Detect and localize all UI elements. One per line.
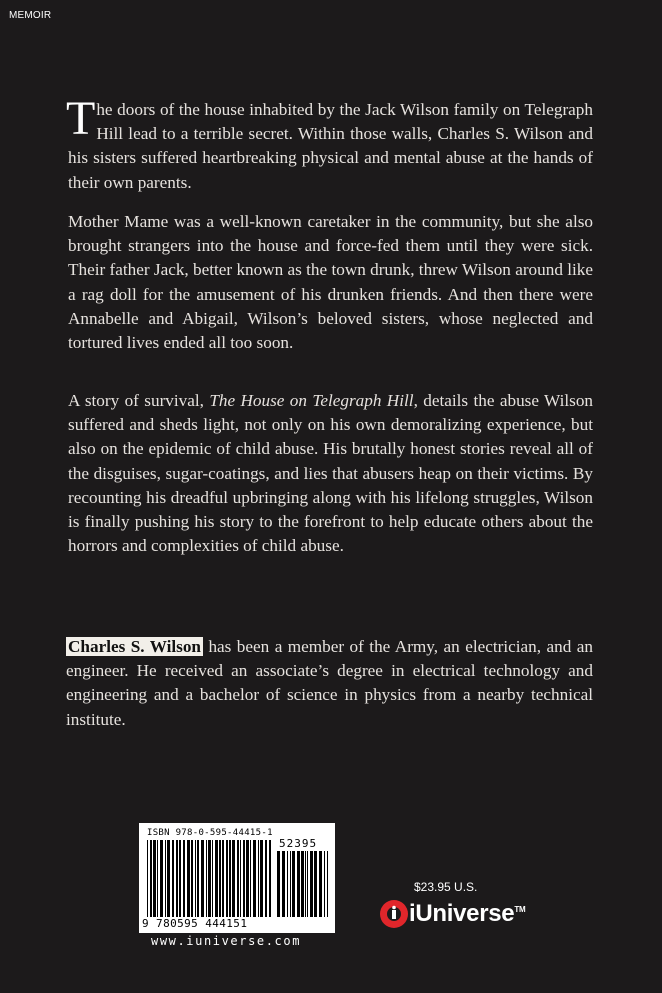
blurb-paragraph-3 [68,389,593,558]
blurb-paragraph-1 [66,92,593,195]
author-bio: has been a member of the Army, an electrician, and an engineer. He received an associate’s degree in electrical technology and engineering and a bachelor of science in physics from a nearby technical institute. [66,637,593,729]
author-name: Charles S. Wilson [68,637,201,656]
about-author [66,635,593,732]
publisher-wordmark: iUniverse [409,900,515,927]
isbn-barcode [147,840,273,917]
isbn-13-digits: 9 780595 444151 [142,917,248,930]
book-title-italic: The House on Telegraph Hill [209,391,414,410]
barcode-box [139,823,335,933]
publisher-website: www.iuniverse.com [151,934,302,948]
isbn-label: ISBN 978-0-595-44415-1 [147,828,273,838]
drop-cap: T [66,92,96,145]
blurb-paragraph-2: Mother Mame was a well-known caretaker in the community, but she also brought strangers into the house and force-fed them until they were sick. Their father Jack, better known as the town drunk, threw Wilson around like a rag doll for the amusement of his drunken friends. And then there were Annabelle and Abigail, Wilson’s beloved sisters, whose neglected and tortured lives ended all too soon. [68,212,593,353]
price: $23.95 U.S. [414,880,478,894]
price-barcode [277,851,329,917]
iuniverse-logo-icon [379,898,409,930]
blurb-p3-intro: A story of survival, [68,391,210,410]
price-code: 52395 [279,837,318,850]
publisher-name [409,900,525,928]
blurb-p3-body: , details the abuse Wilson suffered and sheds light, not only on his own demoralizing experience, but also on the epidemic of child abuse. His brutally honest stories reveal all of the disguises, sugar-coatings, and lies that abusers heap on their victims. By recounting his dreadful upbringing along with his lifelong struggles, Wilson is finally pushing his story to the forefront to help educate others about the horrors and complexities of child abuse. [68,391,594,556]
blurb-paragraph-1-text: he doors of the house inhabited by the Jack Wilson family on Telegraph Hill lead to a terrible secret. Within those walls, Charles S. Wilson and his sisters suffered heartbreaking physical and mental abuse at the hands of their own parents. [68,100,593,192]
trademark: TM [514,905,526,914]
genre-label: MEMOIR [9,10,52,21]
